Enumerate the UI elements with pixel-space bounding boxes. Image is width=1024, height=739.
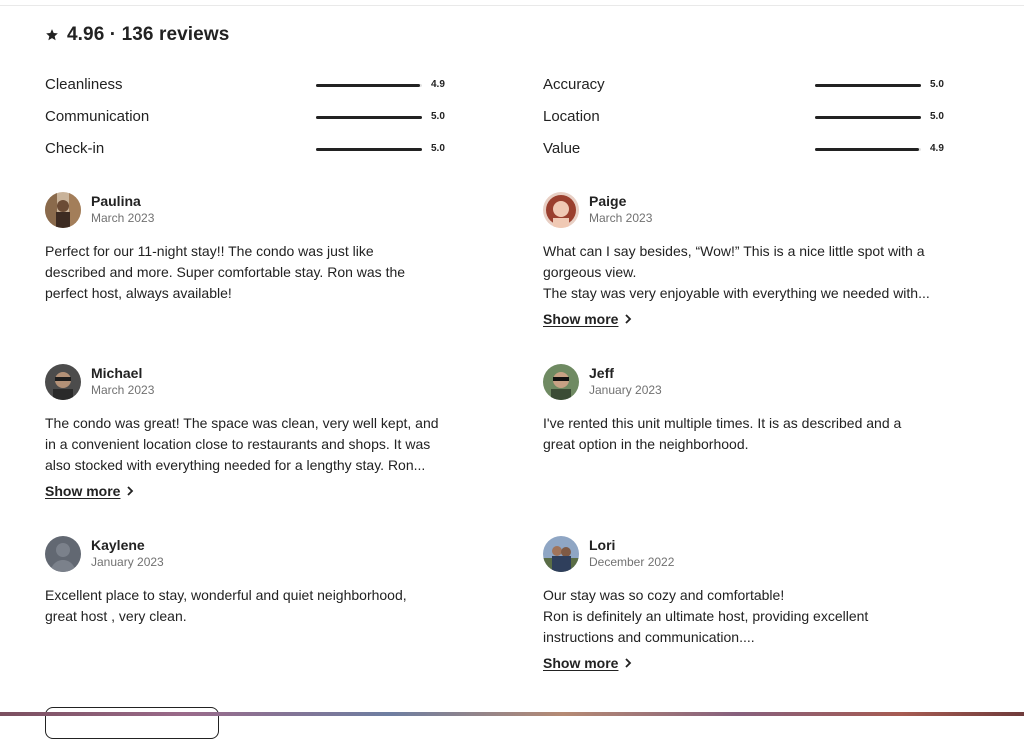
show-more-label: Show more: [45, 483, 121, 499]
show-more-label: Show more: [543, 655, 619, 671]
rating-bar: [316, 84, 422, 87]
reviewer-name: Kaylene: [91, 537, 145, 553]
avatar[interactable]: [543, 536, 579, 572]
review-text-line: in a convenient location close to restaurants and shops. It was: [45, 436, 431, 452]
rating-bar: [815, 84, 921, 87]
review-date: March 2023: [589, 211, 653, 225]
rating-value: 5.0: [431, 143, 445, 154]
review-date: January 2023: [91, 555, 164, 569]
show-more-button[interactable]: [543, 311, 632, 327]
rating-row-accuracy: [543, 75, 953, 95]
rating-bar-fill: [815, 148, 919, 151]
rating-value: 4.9: [431, 79, 445, 90]
review-text: [543, 241, 948, 304]
avatar[interactable]: [45, 364, 81, 400]
avatar-image: [45, 192, 81, 228]
review-text-line: Our stay was so cozy and comfortable!: [543, 587, 785, 603]
rating-label: Value: [543, 140, 581, 157]
rating-bar-fill: [815, 116, 921, 119]
rating-row-cleanliness: [45, 75, 455, 95]
reviewer-name: Paige: [589, 193, 627, 209]
show-more-button[interactable]: [45, 483, 134, 499]
show-more-label: Show more: [543, 311, 619, 327]
review-text-line: gorgeous view.: [543, 264, 637, 280]
review-text-line: described and more. Super comfortable stay. Ron was the: [45, 264, 406, 280]
review-text-line: great host , very clean.: [45, 608, 187, 624]
review-text: [45, 413, 450, 476]
rating-row-communication: [45, 107, 455, 127]
review-text-line: also stocked with everything needed for a lengthy stay. Ron...: [45, 457, 426, 473]
rating-label: Cleanliness: [45, 76, 123, 93]
reviewer-name: Paulina: [91, 193, 141, 209]
rating-value: 5.0: [930, 79, 944, 90]
review-text: [45, 585, 450, 627]
avatar[interactable]: [45, 536, 81, 572]
star-icon: [45, 28, 59, 42]
review-text-line: Ron is definitely an ultimate host, providing excellent: [543, 608, 869, 624]
review-date: December 2022: [589, 555, 675, 569]
rating-bar: [815, 148, 921, 151]
avatar-image: [543, 536, 579, 572]
rating-bar: [316, 116, 422, 119]
avatar-image: [45, 536, 81, 572]
review-text: [543, 585, 948, 648]
reviews-title: 4.96 · 136 reviews: [67, 24, 230, 45]
chevron-right-icon: [624, 658, 632, 668]
avatar-image: [543, 192, 579, 228]
rating-row-location: [543, 107, 953, 127]
review-text-line: great option in the neighborhood.: [543, 436, 749, 452]
rating-value: 5.0: [431, 111, 445, 122]
top-divider: [0, 5, 1024, 6]
review-text-line: instructions and communication....: [543, 629, 755, 645]
review-text-line: Excellent place to stay, wonderful and quiet neighborhood,: [45, 587, 407, 603]
review-text-line: What can I say besides, “Wow!” This is a nice little spot with a: [543, 243, 925, 259]
rating-bar-fill: [316, 116, 422, 119]
review-date: March 2023: [91, 211, 155, 225]
rating-label: Accuracy: [543, 76, 605, 93]
rating-bar-fill: [815, 84, 921, 87]
review-text-line: perfect host, always available!: [45, 285, 232, 301]
reviews-header: [45, 24, 229, 46]
review-text-line: The condo was great! The space was clean, very well kept, and: [45, 415, 439, 431]
avatar[interactable]: [543, 192, 579, 228]
review-text-line: The stay was very enjoyable with everything we needed with...: [543, 285, 930, 301]
review-text: [45, 241, 450, 304]
rating-value: 4.9: [930, 143, 944, 154]
show-more-button[interactable]: [543, 655, 632, 671]
review-date: March 2023: [91, 383, 155, 397]
rating-row-value: [543, 139, 953, 159]
rating-row-checkin: [45, 139, 455, 159]
rating-bar: [316, 148, 422, 151]
chevron-right-icon: [624, 314, 632, 324]
rating-bar-fill: [316, 148, 422, 151]
review-text: [543, 413, 948, 455]
rating-value: 5.0: [930, 111, 944, 122]
rating-label: Communication: [45, 108, 150, 125]
avatar[interactable]: [45, 192, 81, 228]
bottom-image-strip: [0, 712, 1024, 716]
avatar-image: [45, 364, 81, 400]
review-text-line: I've rented this unit multiple times. It is as described and a: [543, 415, 902, 431]
review-date: January 2023: [589, 383, 662, 397]
avatar-image: [543, 364, 579, 400]
reviewer-name: Jeff: [589, 365, 614, 381]
rating-bar-fill: [316, 84, 420, 87]
chevron-right-icon: [126, 486, 134, 496]
reviewer-name: Michael: [91, 365, 143, 381]
rating-bar: [815, 116, 921, 119]
rating-label: Location: [543, 108, 600, 125]
avatar[interactable]: [543, 364, 579, 400]
rating-label: Check-in: [45, 140, 105, 157]
reviewer-name: Lori: [589, 537, 616, 553]
review-text-line: Perfect for our 11-night stay!! The condo was just like: [45, 243, 374, 259]
